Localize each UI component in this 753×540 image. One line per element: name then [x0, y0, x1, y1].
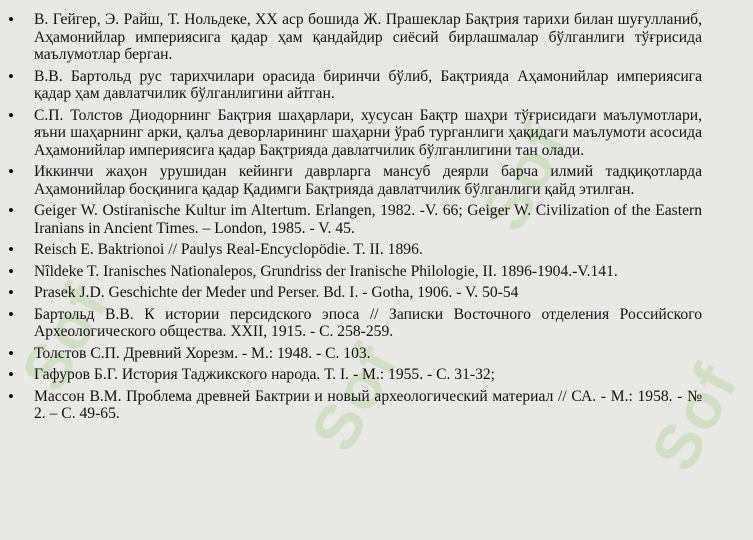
- list-item: • Толстов С.П. Древний Хорезм. - М.: 1948. - С. 103.: [34, 345, 702, 363]
- list-item: • Reisch E. Baktrionoi // Paulys Real-Encyclopödie. T. II. 1896.: [34, 241, 702, 259]
- watermark-text: Sof: [467, 111, 582, 243]
- list-item: • В. Гейгер, Э. Райш, Т. Нольдеке, XX аср бошида Ж. Прашеклар Бақтрия тарихи билан шуғулланиб, Аҳамонийлар империясига қадар ҳам қандайдир сиёсий бирлашмалар бўлганлиги тўғрисида маълумотлар берган.: [34, 11, 702, 64]
- list-item: • Prasek J.D. Geschichte der Meder und Perser. Bd. I. - Gotha, 1906. - V. 50-54: [34, 284, 702, 302]
- watermark-text: Sof: [7, 271, 122, 403]
- list-item: • Nîldeke T. Iranisches Nationalepos, Grundriss der Iranische Philologie, II. 1896-1904.-V.141.: [34, 263, 702, 281]
- list-item: • Geiger W. Ostiranische Kultur im Altertum. Erlangen, 1982. -V. 66; Geiger W. Civilization of the Eastern Iranians in Ancient Times. – London, 1985. - V. 45.: [34, 202, 702, 237]
- list-item: • Гафуров Б.Г. История Таджикского народа. Т. I. - М.: 1955. - С. 31-32;: [34, 366, 702, 384]
- list-item: • Массон В.М. Проблема древней Бактрии и новый археологический материал // СА. - М.: 1958. - № 2. – С. 49-65.: [34, 388, 702, 423]
- list-item: • Бартольд В.В. К истории персидского эпоса // Записки Восточного отделения Российского Археологического общества. XXII, 1915. - С. 258-259.: [34, 306, 702, 341]
- watermark-text: Sof: [637, 351, 752, 483]
- list-item: • Иккинчи жаҳон урушидан кейинги даврларга мансуб деярли барча илмий тадқиқотларда Аҳамонийлар босқинига қадар Қадимги Бақтрияда давлатчилик бўлганлиги қайд этилган.: [34, 163, 702, 198]
- list-item: • В.В. Бартольд рус тарихчилари орасида биринчи бўлиб, Бақтрияда Аҳамонийлар империясига қадар ҳам давлатчилик бўлганлигини айтган.: [34, 68, 702, 103]
- list-item: • С.П. Толстов Диодорнинг Бақтрия шаҳарлари, хусусан Бақтр шаҳри тўғрисидаги маълумотлари, яъни шаҳарнинг арки, қалъа деворларининг шаҳарни ўраб турганлиги ҳақидаги маълумоти асосида Аҳамонийлар империясига қадар Бақтрияда давлатчилик бўлганлигини тан олади.: [34, 107, 702, 160]
- watermark-text: Sof: [297, 331, 412, 463]
